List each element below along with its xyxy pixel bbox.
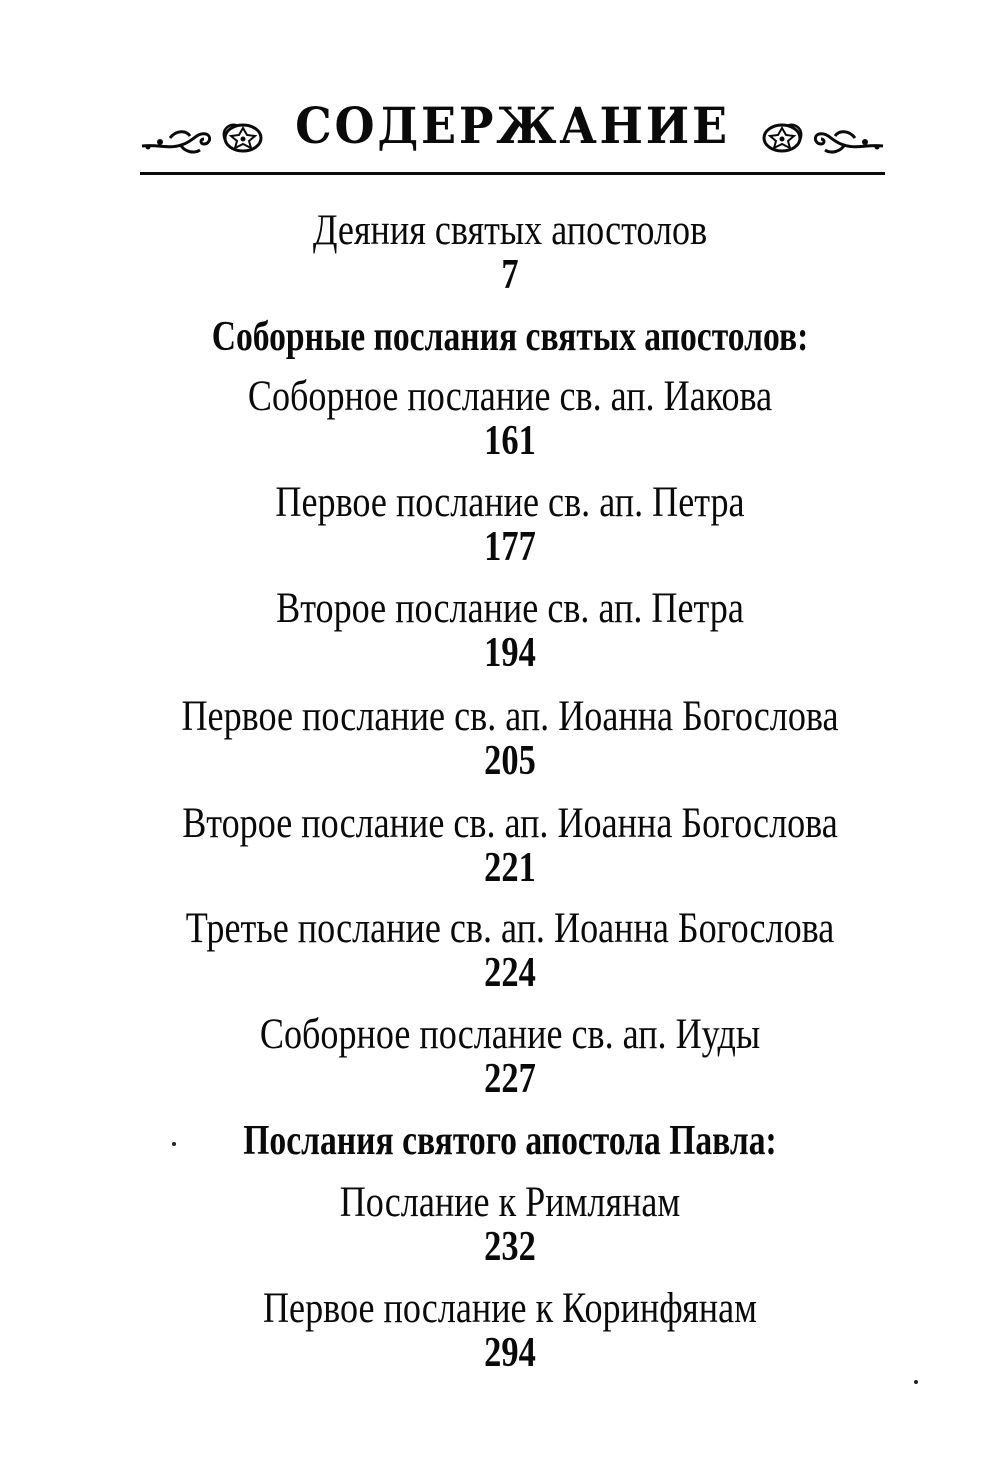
toc-entry: [100, 801, 920, 889]
print-speck: [914, 1380, 918, 1384]
header-divider: [140, 172, 885, 175]
toc-entry: [100, 694, 920, 782]
entry-title: Первое послание к Коринфянам: [262, 1285, 758, 1332]
toc-entry: [100, 906, 920, 994]
entry-title: Второе послание св. ап. Иоанна Богослова: [182, 800, 838, 847]
entry-page-number: 177: [484, 524, 536, 570]
toc-entry: [100, 374, 920, 462]
page-title: СОДЕРЖАНИЕ: [295, 96, 730, 155]
toc-entry: [100, 480, 920, 568]
entry-page-number: 161: [484, 418, 536, 464]
contents-header: [140, 92, 885, 180]
entry-title: Третье послание св. ап. Иоанна Богослова: [185, 905, 835, 952]
entry-page-number: 232: [484, 1224, 536, 1270]
entry-page-number: 224: [484, 950, 536, 996]
entry-title: Первое послание св. ап. Иоанна Богослова: [181, 693, 839, 740]
toc-entry: [100, 1180, 920, 1268]
section-heading-catholic-epistles: Соборные послания святых апостолов:: [211, 314, 809, 360]
toc-entry: [100, 208, 920, 296]
entry-title: Соборное послание св. ап. Иакова: [247, 373, 773, 420]
toc-entry: [100, 1012, 920, 1100]
toc-entry: [100, 1286, 920, 1374]
print-speck: [172, 1142, 176, 1146]
entry-title: Второе послание св. ап. Петра: [276, 585, 744, 632]
entry-page-number: 194: [484, 630, 536, 676]
toc-entry: [100, 586, 920, 674]
section-heading-pauline-epistles: Послания святого апостола Павла:: [243, 1118, 777, 1164]
entry-title: Соборное послание св. ап. Иуды: [259, 1011, 761, 1058]
entry-title: Первое послание св. ап. Петра: [275, 479, 745, 526]
entry-page-number: 7: [501, 252, 519, 298]
entry-title: Послание к Римлянам: [339, 1179, 681, 1226]
entry-title: Деяния святых апостолов: [312, 207, 708, 254]
entry-page-number: 294: [484, 1330, 536, 1376]
entry-page-number: 227: [484, 1056, 536, 1102]
entry-page-number: 221: [484, 845, 536, 891]
entry-page-number: 205: [484, 738, 536, 784]
floral-ornament-icon: [755, 114, 885, 158]
